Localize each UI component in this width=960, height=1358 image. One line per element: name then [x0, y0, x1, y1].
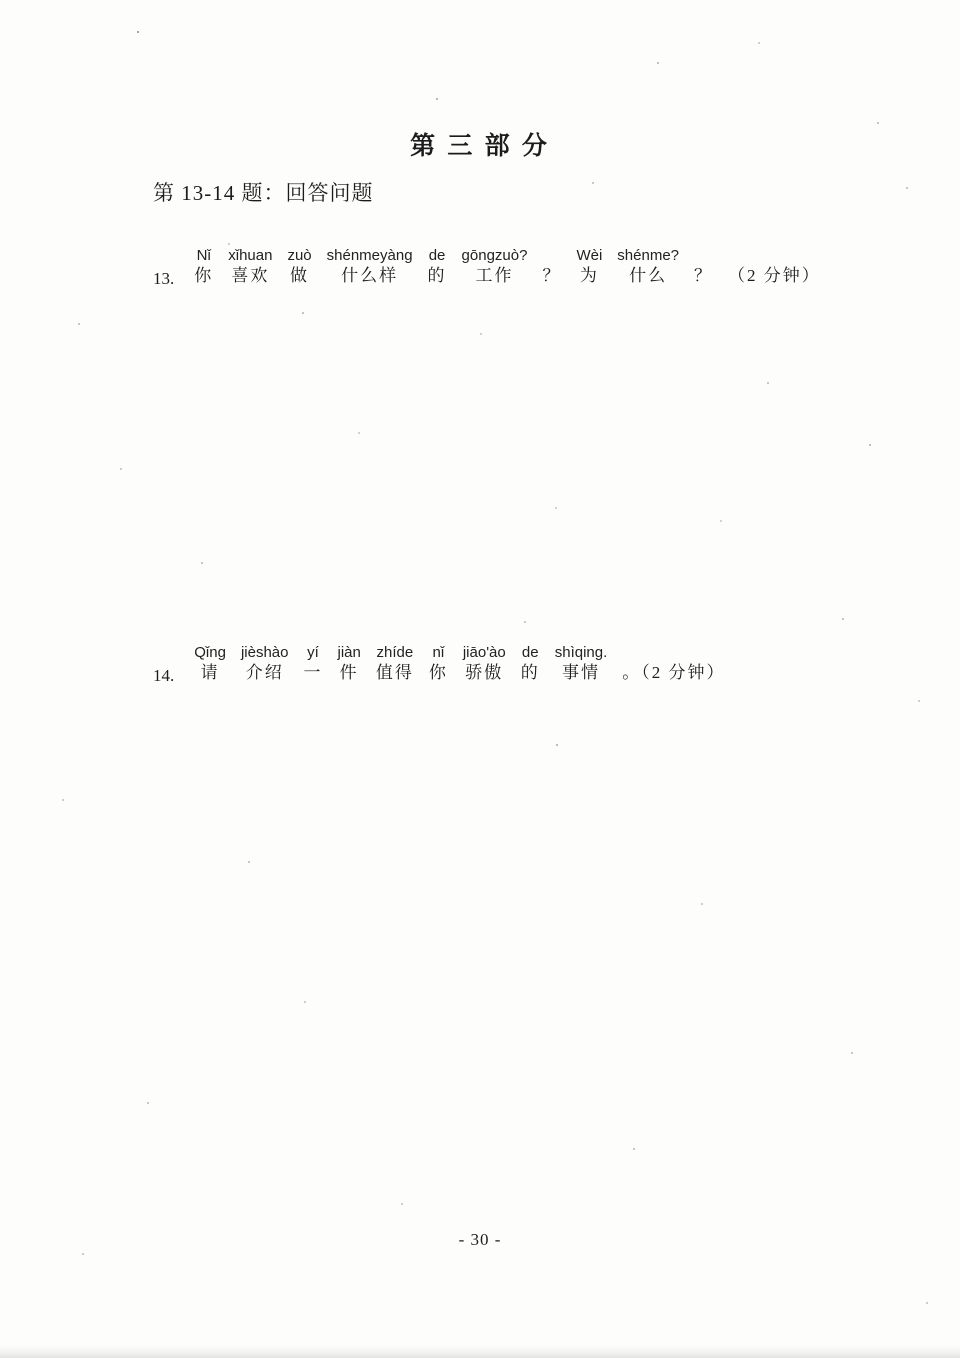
question-13-tokens [194, 247, 821, 289]
pinyin-text: yí [307, 644, 319, 661]
hanzi-text: 工作 [475, 266, 514, 286]
pinyin-text: Nǐ [196, 247, 211, 264]
pinyin-text: jièshào [240, 644, 289, 661]
hanzi-text: 做 [290, 266, 310, 286]
hanzi-text: 一 [303, 663, 323, 683]
pinyin-text: shénme? [617, 247, 680, 264]
hanzi-text: 什么样 [341, 266, 399, 286]
hanzi-text: 。（2 分钟） [622, 663, 726, 683]
hanzi-text: 你 [194, 266, 214, 286]
pinyin-text: zhíde [376, 644, 414, 661]
pinyin-text: de [428, 247, 446, 264]
hanzi-text: 介绍 [245, 663, 284, 683]
pinyin-text: Qǐng [194, 644, 226, 661]
word-token [428, 247, 447, 289]
word-token [622, 661, 725, 686]
question-13 [153, 247, 821, 289]
word-token [194, 644, 226, 686]
word-token [376, 644, 414, 686]
hanzi-text: 骄傲 [465, 663, 504, 683]
hanzi-text: 值得 [375, 663, 414, 683]
word-token [303, 644, 322, 686]
word-token [429, 644, 448, 686]
hanzi-text: 你 [428, 663, 448, 683]
word-token [241, 644, 289, 686]
word-token [327, 247, 413, 289]
pinyin-text: Wèi [576, 247, 603, 264]
word-token [617, 247, 679, 289]
pinyin-text: xǐhuan [228, 247, 273, 264]
word-token [287, 247, 311, 289]
word-token [463, 644, 506, 686]
hanzi-text: 什么 [629, 266, 668, 286]
hanzi-text: 件 [339, 663, 359, 683]
scan-noise [0, 0, 2, 2]
hanzi-text: 为 [579, 266, 599, 286]
word-token [337, 644, 360, 686]
pinyin-text: zuò [287, 247, 312, 264]
word-token [521, 644, 540, 686]
word-token [576, 247, 602, 289]
word-token [228, 247, 272, 289]
section-heading: 第 13-14 题：回答问题 [153, 181, 374, 205]
pinyin-text: shìqing. [554, 644, 608, 661]
pinyin-text: de [521, 644, 539, 661]
hanzi-text: 喜欢 [231, 266, 270, 286]
question-14 [153, 644, 726, 686]
word-token [194, 247, 213, 289]
word-token [694, 264, 713, 289]
hanzi-text: （2 分钟） [728, 266, 821, 286]
hanzi-text: 事情 [562, 663, 601, 683]
question-13-number: 13. [153, 268, 175, 288]
pinyin-text: gōngzuò? [461, 247, 528, 264]
scan-edge-artifact [0, 1346, 960, 1358]
pinyin-text: shénmeyàng [326, 247, 413, 264]
question-14-number: 14. [153, 665, 175, 685]
word-token [542, 264, 561, 289]
word-token [728, 264, 821, 289]
pinyin-text: jiāo'ào [462, 644, 506, 661]
pinyin-text: nǐ [432, 644, 445, 661]
word-token [462, 247, 528, 289]
hanzi-text: 的 [520, 663, 540, 683]
part-title: 第 三 部 分 [410, 133, 550, 160]
page-number: - 30 - [458, 1230, 502, 1249]
word-token [555, 644, 608, 686]
hanzi-text: ？ [694, 266, 714, 286]
pinyin-text: jiàn [337, 644, 361, 661]
hanzi-text: 请 [200, 663, 220, 683]
hanzi-text: 的 [427, 266, 447, 286]
hanzi-text: ？ [542, 266, 562, 286]
question-14-tokens [194, 644, 725, 686]
